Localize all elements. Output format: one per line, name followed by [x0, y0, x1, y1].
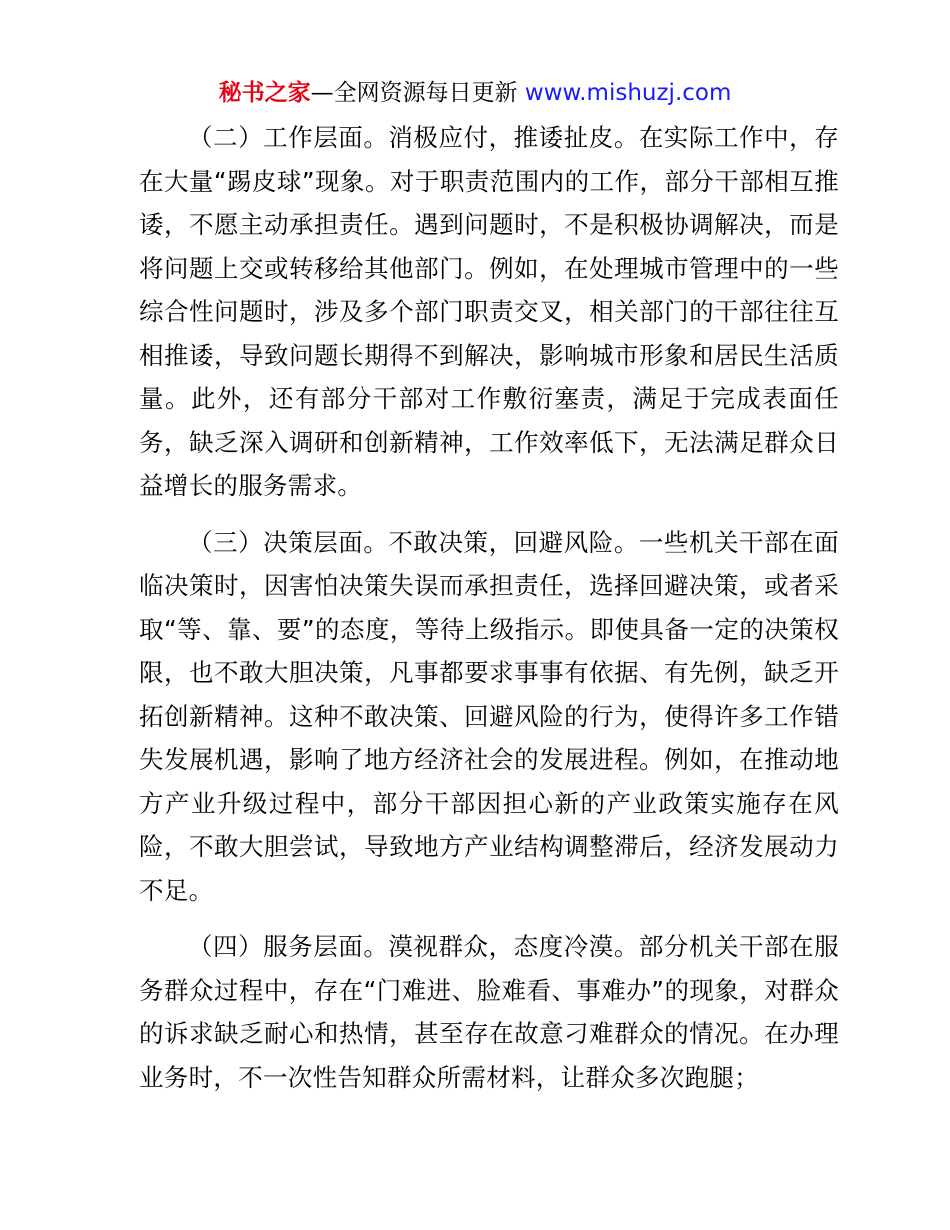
site-header: [0, 78, 950, 108]
paragraph-service-level: （四）服务层面。漠视群众，态度冷漠。部分机关干部在服务群众过程中，存在“门难进、脸难看、事难办”的现象，对群众的诉求缺乏耐心和热情，甚至存在故意刁难群众的情况。在办理业务时，不一次性告知群众所需材料，让群众多次跑腿；: [139, 932, 839, 1092]
site-tagline: —全网资源每日更新: [310, 80, 518, 106]
paragraph-decision-level: （三）决策层面。不敢决策，回避风险。一些机关干部在面临决策时，因害怕决策失误而承担责任，选择回避决策，或者采取“等、靠、要”的态度，等待上级指示。即使具备一定的决策权限，也不敢大胆决策，凡事都要求事事有依据、有先例，缺乏开拓创新精神。这种不敢决策、回避风险的行为，使得许多工作错失发展机遇，影响了地方经济社会的发展进程。例如，在推动地方产业升级过程中，部分干部因担心新的产业政策实施存在风险，不敢大胆尝试，导致地方产业结构调整滞后，经济发展动力不足。: [139, 527, 839, 905]
document-body: [139, 116, 839, 1099]
site-url[interactable]: www.mishuzj.com: [524, 80, 732, 106]
paragraph-work-level: （二）工作层面。消极应付，推诿扯皮。在实际工作中，存在大量“踢皮球”现象。对于职责范围内的工作，部分干部相互推诿，不愿主动承担责任。遇到问题时，不是积极协调解决，而是将问题上交或转移给其他部门。例如，在处理城市管理中的一些综合性问题时，涉及多个部门职责交叉，相关部门的干部往往互相推诿，导致问题长期得不到解决，影响城市形象和居民生活质量。此外，还有部分干部对工作敷衍塞责，满足于完成表面任务，缺乏深入调研和创新精神，工作效率低下，无法满足群众日益增长的服务需求。: [139, 123, 839, 500]
site-brand: 秘书之家: [218, 80, 311, 106]
